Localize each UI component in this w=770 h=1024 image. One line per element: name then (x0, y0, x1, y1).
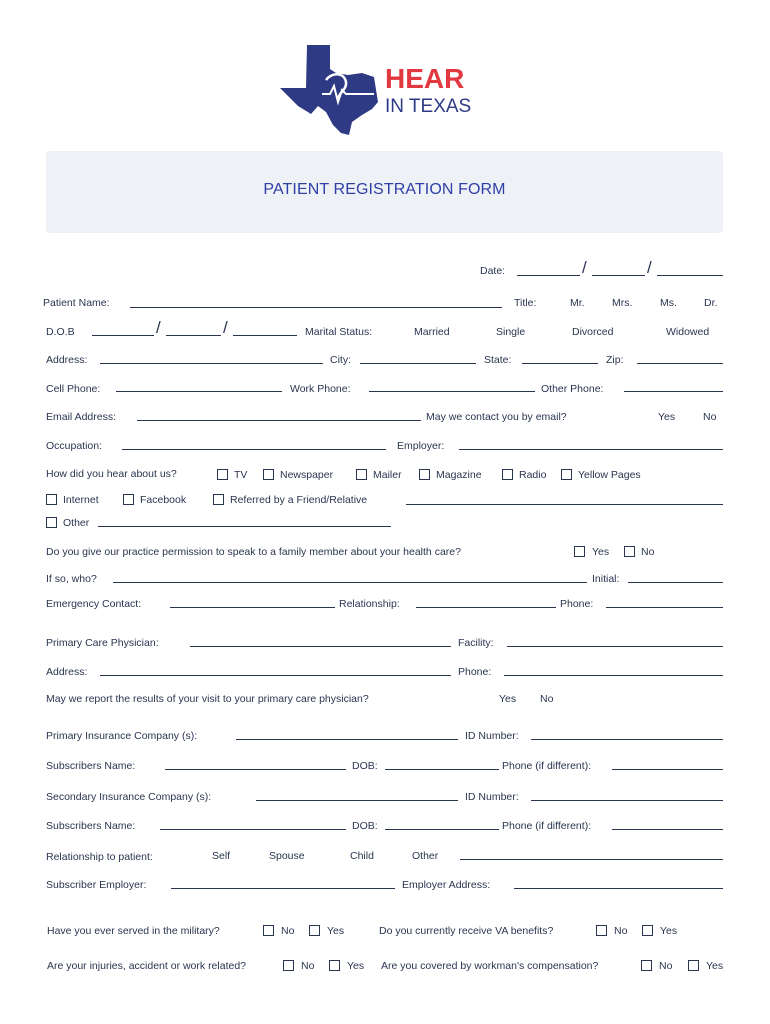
texas-map-icon (280, 45, 378, 135)
injury-yes-label: Yes (347, 960, 365, 972)
marital-option-widowed[interactable]: Widowed (666, 326, 710, 338)
cell-phone-field[interactable] (116, 391, 282, 392)
checkbox-comp-yes[interactable] (688, 960, 699, 971)
family-who-label: If so, who? (46, 573, 97, 585)
secondary-id-field[interactable] (531, 800, 723, 801)
checkbox-va-yes[interactable] (642, 925, 653, 936)
referral-option-tv: TV (234, 469, 248, 481)
occupation-field[interactable] (122, 449, 386, 450)
title-option-mrs[interactable]: Mrs. (612, 297, 633, 309)
address-field[interactable] (100, 363, 323, 364)
subscriber-phone-label: Phone (if different): (502, 760, 592, 772)
checkbox-yellow-pages[interactable] (561, 469, 572, 480)
pcp-phone-label: Phone: (458, 666, 492, 678)
relationship-option-self[interactable]: Self (212, 850, 231, 862)
email-field[interactable] (137, 420, 421, 421)
pcp-address-label: Address: (46, 666, 88, 678)
date-month-field[interactable] (517, 275, 580, 276)
family-permission-question: Do you give our practice permission to speak to a family member about your health care? (46, 546, 461, 558)
marital-option-married[interactable]: Married (414, 326, 450, 338)
relationship-to-patient-label: Relationship to patient: (46, 851, 153, 863)
cell-phone-label: Cell Phone: (46, 383, 101, 395)
dob-separator: / (156, 318, 161, 337)
subscriber-phone-field[interactable] (612, 769, 723, 770)
checkbox-family-no[interactable] (624, 546, 635, 557)
dob-label: D.O.B (46, 326, 75, 338)
marital-option-single[interactable]: Single (496, 326, 526, 338)
title-label: Title: (514, 297, 537, 309)
subscriber-phone-2-field[interactable] (612, 829, 723, 830)
primary-id-label: ID Number: (465, 730, 519, 742)
subscriber-name-2-label: Subscribers Name: (46, 820, 136, 832)
va-benefits-question: Do you currently receive VA benefits? (379, 925, 554, 937)
injury-no-label: No (301, 960, 315, 972)
referred-by-field[interactable] (406, 504, 723, 505)
referral-option-facebook: Facebook (140, 494, 187, 506)
emergency-phone-field[interactable] (606, 607, 723, 608)
report-pcp-yes[interactable]: Yes (499, 693, 517, 705)
pcp-address-field[interactable] (100, 675, 451, 676)
other-phone-field[interactable] (624, 391, 723, 392)
employer-label: Employer: (397, 440, 445, 452)
family-yes-label: Yes (592, 546, 610, 558)
relationship-option-other[interactable]: Other (412, 850, 439, 862)
marital-status-label: Marital Status: (305, 326, 373, 338)
referral-option-newspaper: Newspaper (280, 469, 334, 481)
date-year-field[interactable] (657, 275, 723, 276)
subscriber-employer-label: Subscriber Employer: (46, 879, 147, 891)
checkbox-injury-no[interactable] (283, 960, 294, 971)
dob-separator: / (223, 318, 228, 337)
referral-option-radio: Radio (519, 469, 547, 481)
workmans-comp-question: Are you covered by workman's compensation? (381, 960, 599, 972)
injury-question: Are your injuries, accident or work related? (47, 960, 247, 972)
comp-no-label: No (659, 960, 673, 972)
emergency-contact-field[interactable] (170, 607, 335, 608)
dob-day-field[interactable] (166, 335, 221, 336)
email-contact-yes[interactable]: Yes (658, 411, 676, 423)
subscriber-name-label: Subscribers Name: (46, 760, 136, 772)
email-contact-no[interactable]: No (703, 411, 717, 423)
referral-option-internet: Internet (63, 494, 99, 506)
date-separator: / (582, 258, 587, 277)
initial-field[interactable] (628, 582, 723, 583)
checkbox-other[interactable] (46, 517, 57, 528)
primary-id-field[interactable] (531, 739, 723, 740)
checkbox-military-no[interactable] (263, 925, 274, 936)
military-no-label: No (281, 925, 295, 937)
checkbox-military-yes[interactable] (309, 925, 320, 936)
comp-yes-label: Yes (706, 960, 724, 972)
referral-option-magazine: Magazine (436, 469, 482, 481)
title-option-ms[interactable]: Ms. (660, 297, 677, 309)
checkbox-radio[interactable] (502, 469, 513, 480)
subscriber-dob-2-label: DOB: (352, 820, 378, 832)
dob-month-field[interactable] (92, 335, 154, 336)
report-pcp-question: May we report the results of your visit to your primary care physician? (46, 693, 369, 705)
subscriber-name-2-field[interactable] (160, 829, 346, 830)
checkbox-mailer[interactable] (356, 469, 367, 480)
va-no-label: No (614, 925, 628, 937)
family-no-label: No (641, 546, 655, 558)
checkbox-facebook[interactable] (123, 494, 134, 505)
primary-insurance-field[interactable] (236, 739, 458, 740)
state-field[interactable] (522, 363, 598, 364)
relationship-label: Relationship: (339, 598, 400, 610)
zip-field[interactable] (637, 363, 723, 364)
patient-name-field[interactable] (130, 307, 502, 308)
email-label: Email Address: (46, 411, 117, 423)
va-yes-label: Yes (660, 925, 678, 937)
checkbox-va-no[interactable] (596, 925, 607, 936)
secondary-id-label: ID Number: (465, 791, 519, 803)
checkbox-tv[interactable] (217, 469, 228, 480)
initial-label: Initial: (592, 573, 620, 585)
referral-option-yellow-pages: Yellow Pages (578, 469, 641, 481)
relationship-other-field[interactable] (460, 859, 723, 860)
dob-year-field[interactable] (233, 335, 297, 336)
referral-option-mailer: Mailer (373, 469, 402, 481)
primary-insurance-label: Primary Insurance Company (s): (46, 730, 198, 742)
checkbox-injury-yes[interactable] (329, 960, 340, 971)
title-option-mr[interactable]: Mr. (570, 297, 585, 309)
employer-field[interactable] (459, 449, 723, 450)
form-title: PATIENT REGISTRATION FORM (263, 181, 506, 198)
military-question: Have you ever served in the military? (47, 925, 220, 937)
title-option-dr[interactable]: Dr. (704, 297, 718, 309)
date-label: Date: (480, 265, 506, 277)
report-pcp-no[interactable]: No (540, 693, 554, 705)
city-field[interactable] (360, 363, 476, 364)
work-phone-field[interactable] (369, 391, 535, 392)
emergency-phone-label: Phone: (560, 598, 594, 610)
military-yes-label: Yes (327, 925, 345, 937)
family-who-field[interactable] (113, 582, 587, 583)
other-phone-label: Other Phone: (541, 383, 604, 395)
relationship-option-spouse[interactable]: Spouse (269, 850, 305, 862)
checkbox-comp-no[interactable] (641, 960, 652, 971)
referral-other-field[interactable] (98, 526, 391, 527)
subscriber-dob-2-field[interactable] (385, 829, 499, 830)
zip-label: Zip: (606, 354, 624, 366)
date-separator: / (647, 258, 652, 277)
subscriber-phone-2-label: Phone (if different): (502, 820, 592, 832)
marital-option-divorced[interactable]: Divorced (572, 326, 614, 338)
address-label: Address: (46, 354, 88, 366)
email-contact-question: May we contact you by email? (426, 411, 567, 423)
referral-question: How did you hear about us? (46, 468, 177, 480)
referral-option-other: Other (63, 517, 90, 529)
hear-in-texas-logo (278, 42, 498, 137)
referral-option-referred: Referred by a Friend/Relative (230, 494, 368, 506)
form-title-banner (46, 151, 723, 233)
checkbox-family-yes[interactable] (574, 546, 585, 557)
date-day-field[interactable] (592, 275, 645, 276)
employer-address-label: Employer Address: (402, 879, 491, 891)
checkbox-magazine[interactable] (419, 469, 430, 480)
city-label: City: (330, 354, 351, 366)
facility-label: Facility: (458, 637, 494, 649)
facility-field[interactable] (507, 646, 723, 647)
subscriber-employer-field[interactable] (171, 888, 395, 889)
employer-address-field[interactable] (514, 888, 723, 889)
checkbox-newspaper[interactable] (263, 469, 274, 480)
secondary-insurance-field[interactable] (256, 800, 458, 801)
pcp-phone-field[interactable] (504, 675, 723, 676)
occupation-label: Occupation: (46, 440, 103, 452)
work-phone-label: Work Phone: (290, 383, 351, 395)
subscriber-name-field[interactable] (165, 769, 346, 770)
secondary-insurance-label: Secondary Insurance Company (s): (46, 791, 212, 803)
state-label: State: (484, 354, 512, 366)
relationship-option-child[interactable]: Child (350, 850, 374, 862)
checkbox-referred[interactable] (213, 494, 224, 505)
relationship-field[interactable] (416, 607, 556, 608)
emergency-contact-label: Emergency Contact: (46, 598, 142, 610)
pcp-label: Primary Care Physician: (46, 637, 159, 649)
subscriber-dob-field[interactable] (385, 769, 499, 770)
logo-hear-text: HEAR (385, 63, 465, 94)
pcp-field[interactable] (190, 646, 451, 647)
logo-in-texas-text: IN TEXAS (385, 96, 472, 117)
checkbox-internet[interactable] (46, 494, 57, 505)
subscriber-dob-label: DOB: (352, 760, 378, 772)
patient-name-label: Patient Name: (43, 297, 110, 309)
